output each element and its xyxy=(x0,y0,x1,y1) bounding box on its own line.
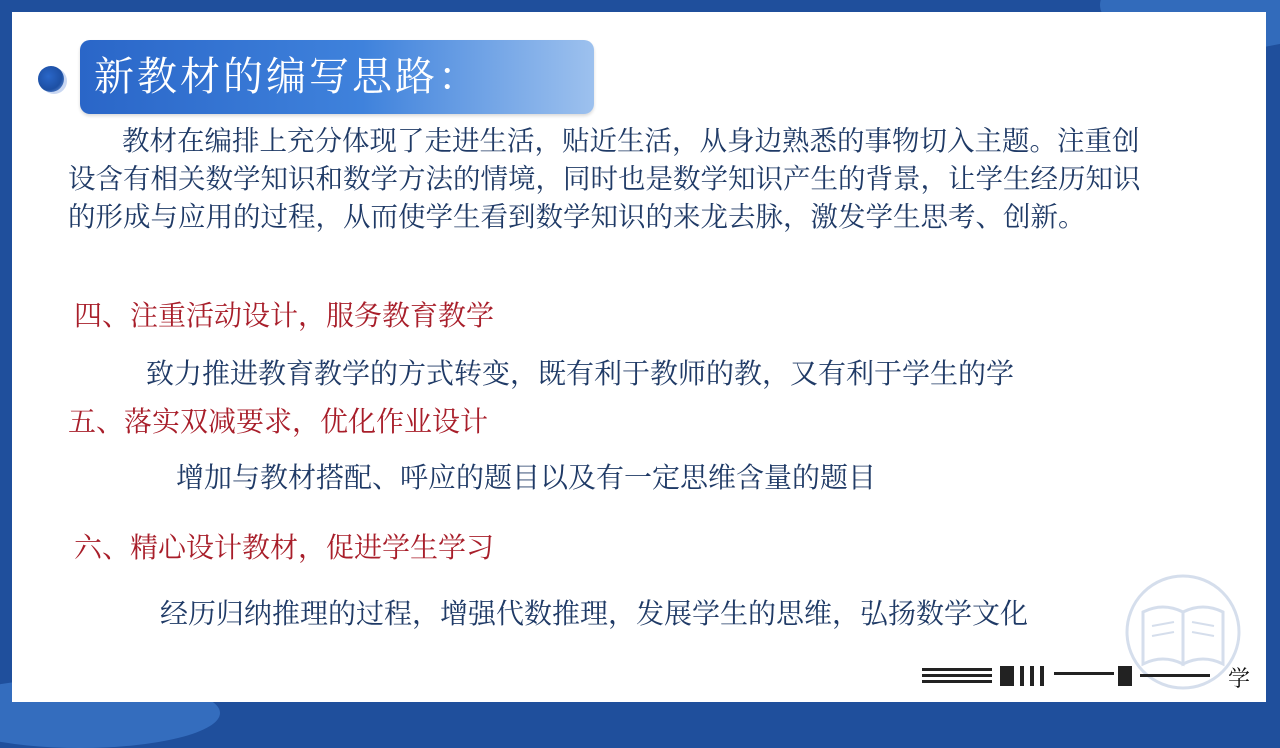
section-heading: 四、注重活动设计，服务教育教学 xyxy=(74,299,495,332)
section-heading: 六、精心设计教材，促进学生学习 xyxy=(74,531,495,564)
intro-paragraph: 教材在编排上充分体现了走进生活，贴近生活，从身边熟悉的事物切入主题。注重创设含有相关数学知识和数学方法的情境，同时也是数学知识产生的背景，让学生经历知识的形成与应用的过程，从而使学生看到数学知识的来龙去脉，激发学生思考、创新。 xyxy=(68,125,1141,233)
section-body: 经历归纳推理的过程，增强代数推理，发展学生的思维，弘扬数学文化 xyxy=(160,597,1029,630)
circle-bullet-icon xyxy=(38,66,64,92)
slide-title: 新教材的编写思路： xyxy=(94,54,481,100)
slide xyxy=(12,12,1266,702)
title-banner xyxy=(80,40,594,114)
watermark-logo xyxy=(922,662,1252,690)
logo-text: 学 xyxy=(1227,667,1250,692)
section-body: 增加与教材搭配、呼应的题目以及有一定思维含量的题目 xyxy=(176,461,877,494)
section-heading: 五、落实双减要求，优化作业设计 xyxy=(68,405,489,438)
section-body: 致力推进教育教学的方式转变，既有利于教师的教，又有利于学生的学 xyxy=(146,357,1015,390)
